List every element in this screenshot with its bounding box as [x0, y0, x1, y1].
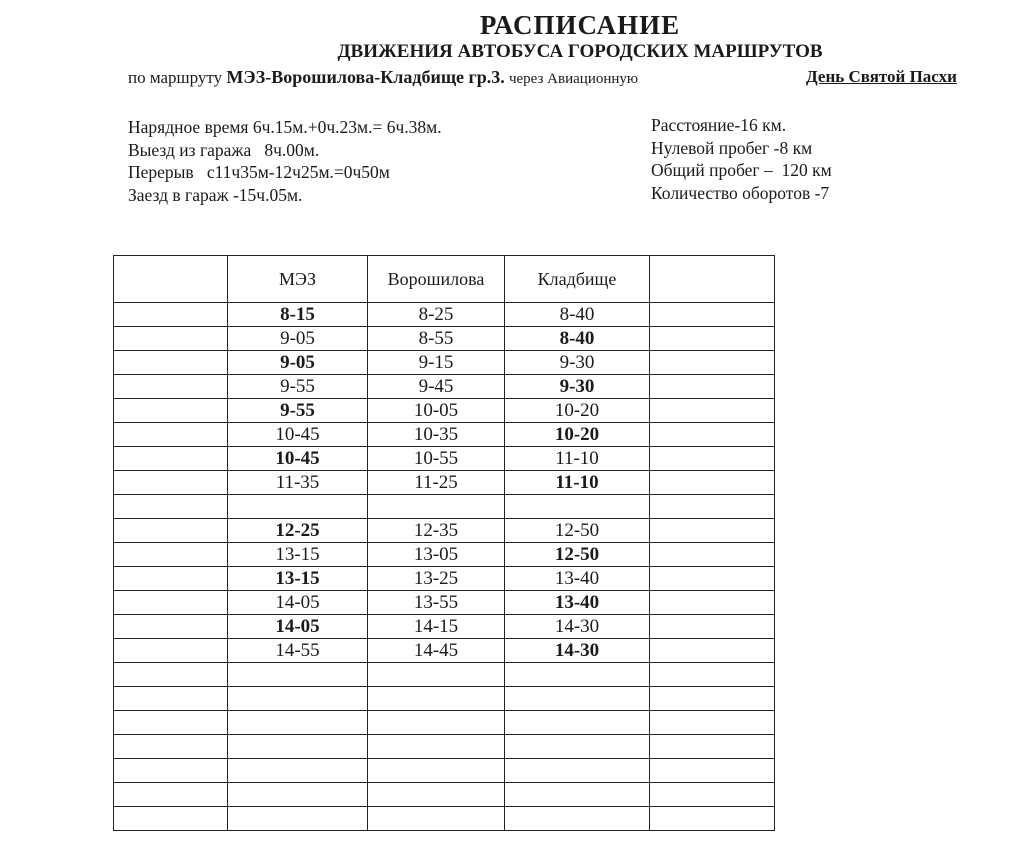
time-voroshilova: 14-45 [368, 639, 505, 663]
time-voroshilova [368, 663, 505, 687]
time-mez: 13-15 [228, 543, 368, 567]
time-mez: 14-05 [228, 615, 368, 639]
time-kladbishche [505, 735, 650, 759]
time-kladbishche [505, 759, 650, 783]
row-blank-right [650, 303, 775, 327]
info-left [128, 116, 442, 206]
time-mez [228, 687, 368, 711]
time-kladbishche: 11-10 [505, 471, 650, 495]
time-kladbishche: 8-40 [505, 303, 650, 327]
time-kladbishche [505, 711, 650, 735]
time-kladbishche: 13-40 [505, 591, 650, 615]
time-mez: 11-35 [228, 471, 368, 495]
header-cell-kladbishche: Кладбище [505, 256, 650, 303]
time-kladbishche [505, 687, 650, 711]
row-blank-left [114, 423, 228, 447]
row-blank-right [650, 591, 775, 615]
table-header-row [114, 256, 775, 303]
time-mez: 12-25 [228, 519, 368, 543]
row-blank-left [114, 687, 228, 711]
table-row [114, 567, 775, 591]
row-blank-left [114, 327, 228, 351]
time-voroshilova: 10-35 [368, 423, 505, 447]
schedule-table [113, 255, 775, 831]
time-mez: 10-45 [228, 423, 368, 447]
row-blank-right [650, 447, 775, 471]
time-voroshilova [368, 495, 505, 519]
route-prefix: по маршруту [128, 68, 223, 87]
info-line: Общий пробег – 120 км [651, 160, 832, 180]
time-mez [228, 807, 368, 831]
route-line [128, 67, 957, 88]
table-row [114, 663, 775, 687]
time-mez: 13-15 [228, 567, 368, 591]
holiday-label: День Святой Пасхи [806, 67, 957, 86]
time-kladbishche: 10-20 [505, 423, 650, 447]
document-title: РАСПИСАНИЕ [479, 10, 681, 40]
row-blank-right [650, 567, 775, 591]
row-blank-left [114, 303, 228, 327]
document-subtitle: ДВИЖЕНИЯ АВТОБУСА ГОРОДСКИХ МАРШРУТОВ [337, 41, 823, 62]
table-row [114, 471, 775, 495]
time-mez: 10-45 [228, 447, 368, 471]
time-mez [228, 711, 368, 735]
table-row [114, 351, 775, 375]
row-blank-right [650, 471, 775, 495]
time-voroshilova: 9-15 [368, 351, 505, 375]
table-row [114, 519, 775, 543]
table-row [114, 711, 775, 735]
time-kladbishche [505, 807, 650, 831]
time-kladbishche: 14-30 [505, 615, 650, 639]
info-line: Заезд в гараж -15ч.05м. [128, 184, 303, 205]
time-kladbishche [505, 495, 650, 519]
table-row [114, 303, 775, 327]
info-line: Нарядное время 6ч.15м.+0ч.23м.= 6ч.38м. [128, 117, 442, 137]
time-kladbishche: 12-50 [505, 519, 650, 543]
table-row [114, 543, 775, 567]
row-blank-right [650, 759, 775, 783]
row-blank-left [114, 807, 228, 831]
time-voroshilova: 10-55 [368, 447, 505, 471]
row-blank-left [114, 519, 228, 543]
row-blank-left [114, 711, 228, 735]
table-row [114, 399, 775, 423]
table-row [114, 783, 775, 807]
row-blank-left [114, 375, 228, 399]
time-voroshilova [368, 783, 505, 807]
time-mez: 8-15 [228, 303, 368, 327]
table-row [114, 687, 775, 711]
time-voroshilova [368, 711, 505, 735]
time-kladbishche: 13-40 [505, 567, 650, 591]
time-kladbishche [505, 663, 650, 687]
time-voroshilova [368, 735, 505, 759]
time-mez: 14-55 [228, 639, 368, 663]
info-line: Количество оборотов -7 [651, 182, 830, 203]
row-blank-right [650, 783, 775, 807]
row-blank-right [650, 663, 775, 687]
header-cell-blank-left [114, 256, 228, 303]
row-blank-left [114, 471, 228, 495]
route-name: МЭЗ-Ворошилова-Кладбище гр.3. [226, 67, 505, 87]
table-row [114, 639, 775, 663]
row-blank-left [114, 639, 228, 663]
row-blank-right [650, 807, 775, 831]
table-row [114, 495, 775, 519]
table-row [114, 735, 775, 759]
table-row [114, 591, 775, 615]
time-voroshilova [368, 687, 505, 711]
time-voroshilova: 8-25 [368, 303, 505, 327]
row-blank-right [650, 495, 775, 519]
time-mez [228, 495, 368, 519]
row-blank-right [650, 639, 775, 663]
row-blank-right [650, 327, 775, 351]
time-voroshilova: 13-05 [368, 543, 505, 567]
row-blank-right [650, 735, 775, 759]
time-voroshilova: 9-45 [368, 375, 505, 399]
row-blank-left [114, 567, 228, 591]
route-via: через Авиационную [508, 71, 639, 87]
time-mez [228, 663, 368, 687]
time-mez: 9-55 [228, 399, 368, 423]
row-blank-left [114, 351, 228, 375]
row-blank-right [650, 687, 775, 711]
time-voroshilova: 11-25 [368, 471, 505, 495]
table-row [114, 447, 775, 471]
time-voroshilova [368, 759, 505, 783]
time-voroshilova: 10-05 [368, 399, 505, 423]
time-mez: 9-05 [228, 327, 368, 351]
time-mez [228, 759, 368, 783]
info-line: Расстояние-16 км. [651, 115, 787, 135]
row-blank-right [650, 543, 775, 567]
header-cell-voroshilova: Ворошилова [368, 256, 505, 303]
row-blank-right [650, 399, 775, 423]
time-voroshilova: 12-35 [368, 519, 505, 543]
info-line: Выезд из гаража 8ч.00м. [128, 139, 320, 160]
row-blank-left [114, 591, 228, 615]
row-blank-right [650, 711, 775, 735]
time-kladbishche: 12-50 [505, 543, 650, 567]
row-blank-left [114, 447, 228, 471]
header-cell-blank-right [650, 256, 775, 303]
time-voroshilova: 8-55 [368, 327, 505, 351]
table-row [114, 327, 775, 351]
time-voroshilova: 13-25 [368, 567, 505, 591]
time-kladbishche: 10-20 [505, 399, 650, 423]
time-kladbishche: 9-30 [505, 375, 650, 399]
time-mez: 14-05 [228, 591, 368, 615]
time-kladbishche [505, 783, 650, 807]
row-blank-right [650, 351, 775, 375]
table-row [114, 759, 775, 783]
time-voroshilova: 13-55 [368, 591, 505, 615]
table-row [114, 807, 775, 831]
row-blank-left [114, 615, 228, 639]
time-mez: 9-05 [228, 351, 368, 375]
table-row [114, 423, 775, 447]
info-right [651, 114, 832, 204]
time-mez: 9-55 [228, 375, 368, 399]
row-blank-left [114, 543, 228, 567]
row-blank-right [650, 423, 775, 447]
row-blank-right [650, 375, 775, 399]
schedule-body [114, 303, 775, 831]
info-line: Перерыв с11ч35м-12ч25м.=0ч50м [128, 162, 390, 182]
time-mez [228, 735, 368, 759]
time-kladbishche: 14-30 [505, 639, 650, 663]
table-row [114, 615, 775, 639]
time-kladbishche: 8-40 [505, 327, 650, 351]
time-mez [228, 783, 368, 807]
time-kladbishche: 9-30 [505, 351, 650, 375]
table-row [114, 375, 775, 399]
row-blank-left [114, 735, 228, 759]
time-kladbishche: 11-10 [505, 447, 650, 471]
row-blank-left [114, 663, 228, 687]
time-voroshilova [368, 807, 505, 831]
row-blank-left [114, 495, 228, 519]
row-blank-left [114, 783, 228, 807]
row-blank-left [114, 759, 228, 783]
row-blank-right [650, 615, 775, 639]
row-blank-right [650, 519, 775, 543]
header-cell-mez: МЭЗ [228, 256, 368, 303]
row-blank-left [114, 399, 228, 423]
info-line: Нулевой пробег -8 км [651, 137, 813, 158]
time-voroshilova: 14-15 [368, 615, 505, 639]
